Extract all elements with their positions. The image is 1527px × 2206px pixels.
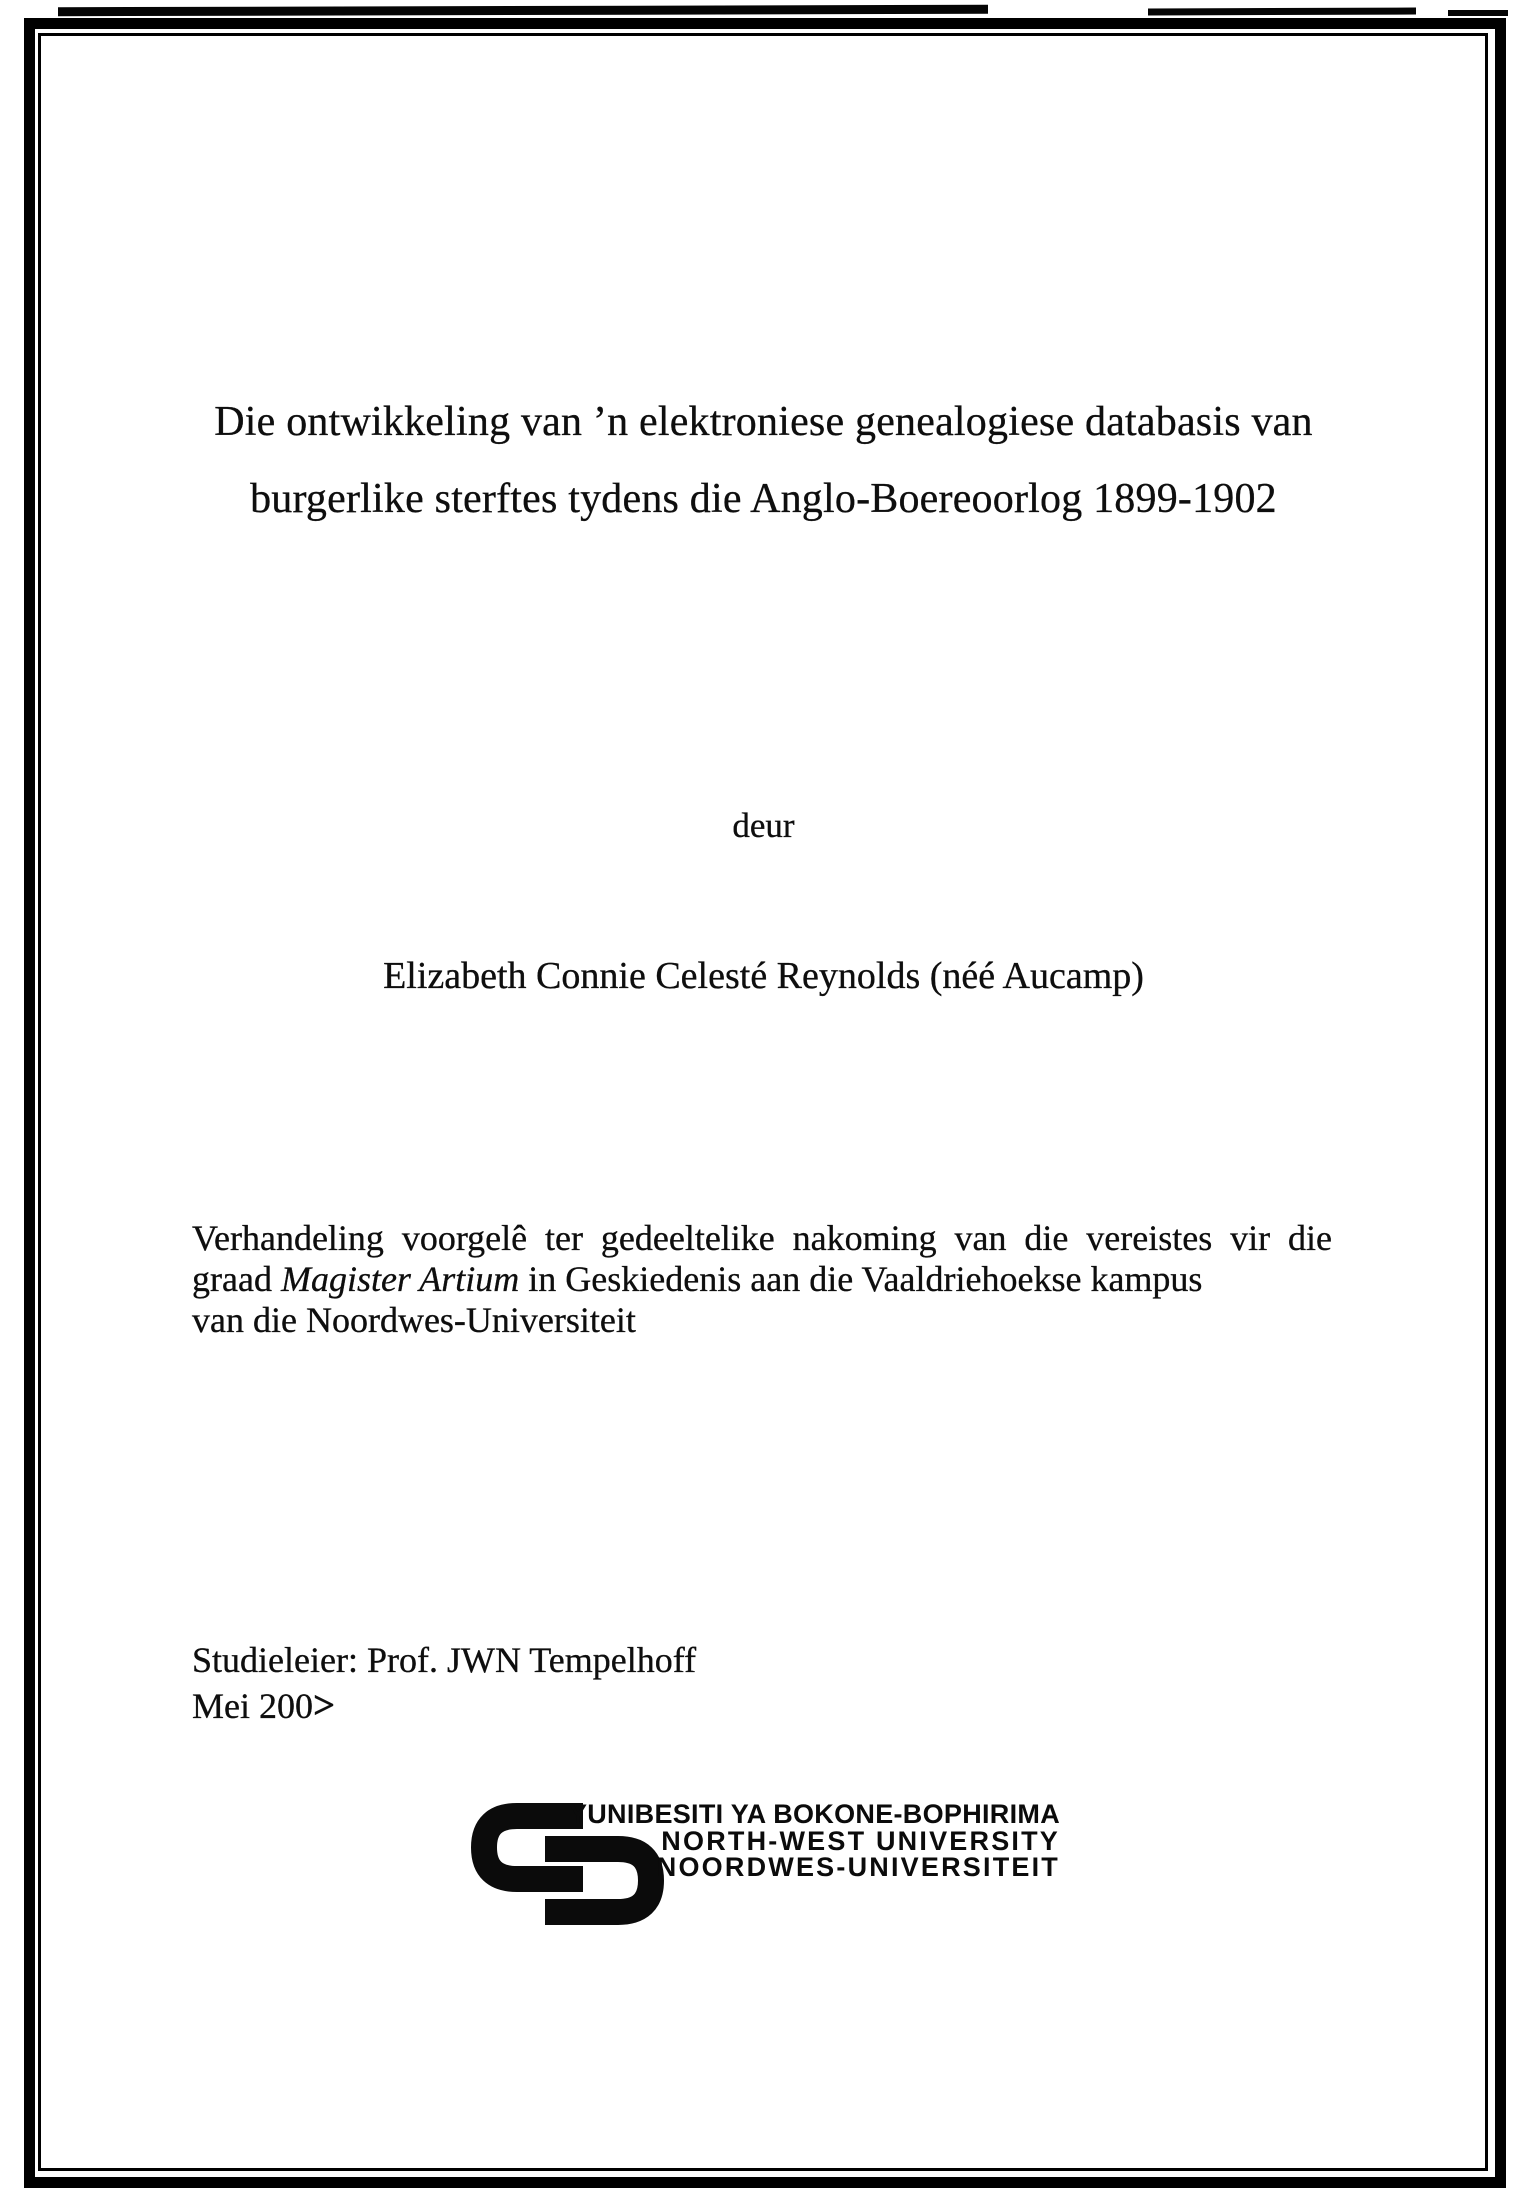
thesis-title-line2: burgerlike sterftes tydens die Anglo-Boereoorlog 1899-1902 — [250, 476, 1277, 522]
date-seven-glyph: > — [313, 1684, 334, 1727]
thesis-title — [90, 384, 1437, 538]
logo-wordmark-line1: YUNIBESITI YA BOKONE-BOPHIRIMA — [568, 1799, 1060, 1829]
degree-statement-line2 — [192, 1259, 1332, 1300]
author-name: Elizabeth Connie Celesté Reynolds (néé Aucamp) — [383, 955, 1144, 997]
date-text: Mei 200 — [192, 1686, 313, 1726]
logo-wordmark-line2: NORTH-WEST UNIVERSITY — [661, 1825, 1060, 1856]
thesis-title-line1: Die ontwikkeling van ’n elektroniese genealogiese databasis van — [214, 399, 1313, 445]
scan-artifact-top-corner — [1448, 10, 1508, 16]
degree-statement-line3: van die Noordwes-Universiteit — [192, 1300, 636, 1340]
degree-statement-line2-post: in Geskiedenis aan die Vaaldriehoekse kampus — [519, 1259, 1203, 1299]
scan-artifact-top-left — [58, 5, 988, 16]
degree-statement — [192, 1218, 1332, 1341]
supervisor-block — [192, 1638, 696, 1729]
degree-statement-line2-pre: graad — [192, 1259, 281, 1299]
degree-statement-line1: Verhandeling voorgelê ter gedeeltelike nakoming van die vereistes vir die — [192, 1218, 1332, 1258]
supervisor-line: Studieleier: Prof. JWN Tempelhoff — [192, 1640, 697, 1680]
logo-wordmark — [560, 1801, 1060, 1881]
degree-name-italic: Magister Artium — [280, 1259, 520, 1299]
byline-deur: deur — [732, 806, 795, 845]
scan-artifact-top-right — [1148, 8, 1416, 16]
date-line — [192, 1683, 696, 1729]
logo-wordmark-line3: NOORDWES-UNIVERSITEIT — [656, 1852, 1060, 1882]
